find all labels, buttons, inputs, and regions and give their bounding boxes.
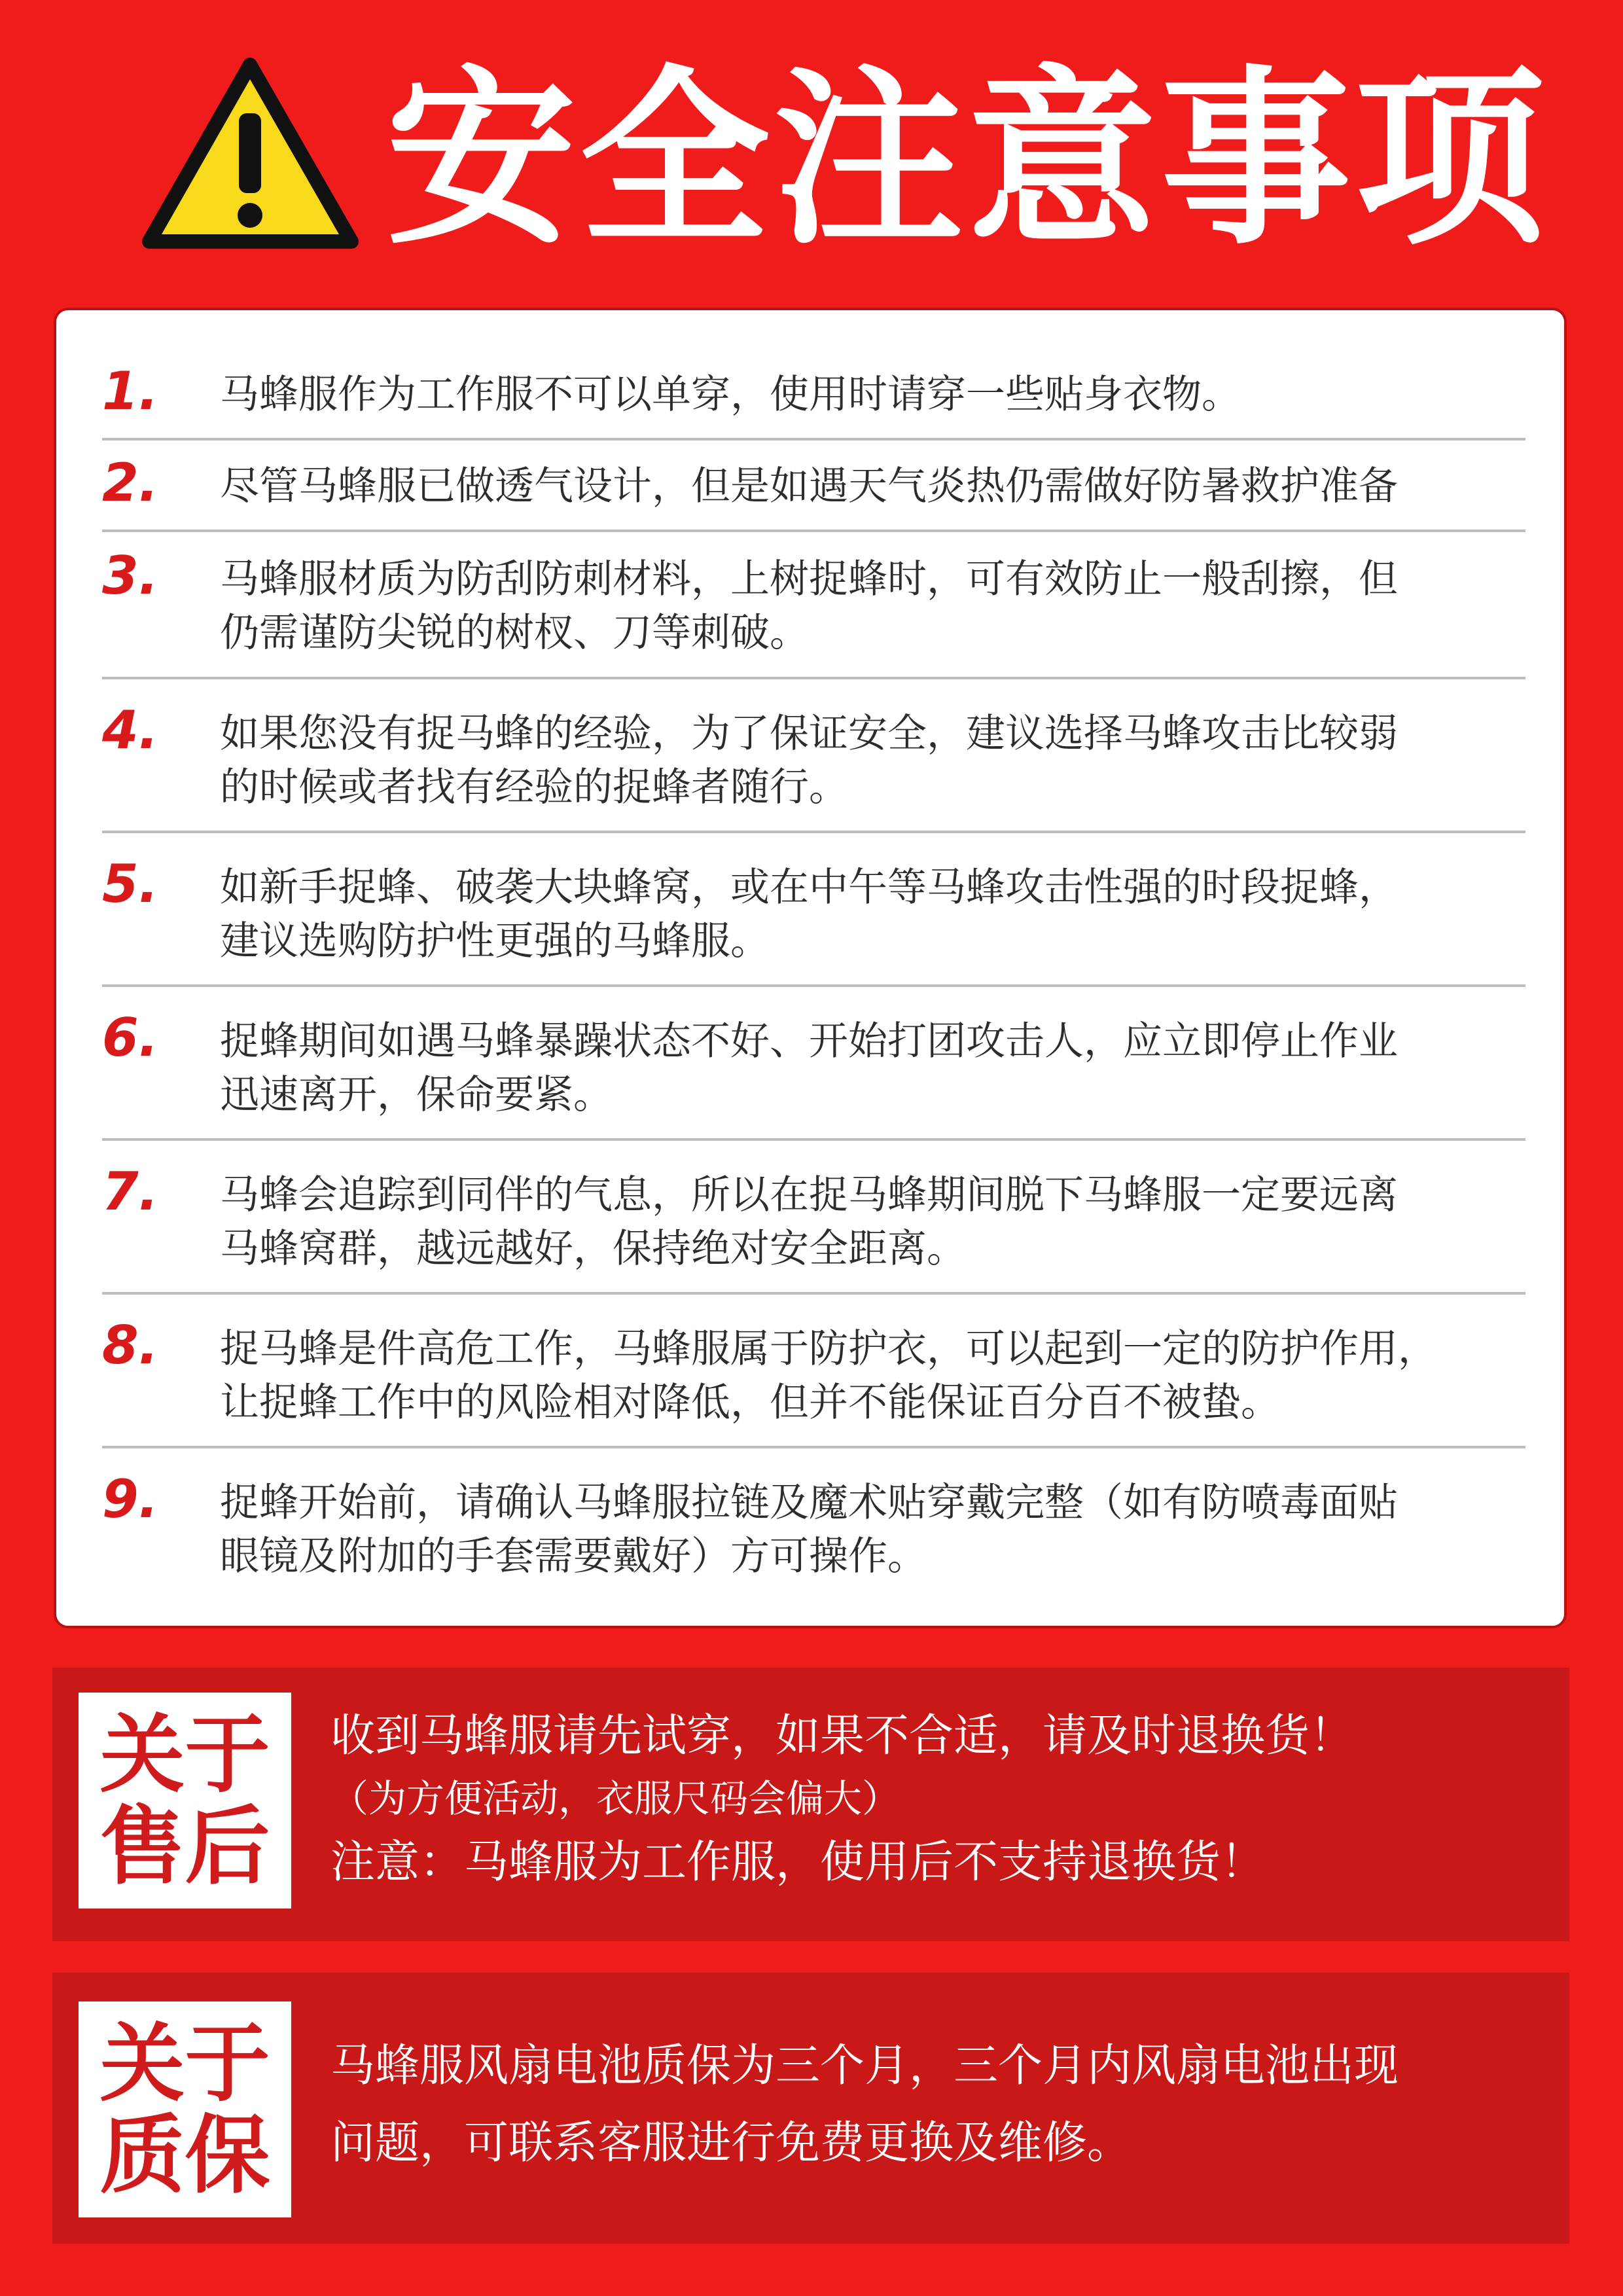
divider <box>102 1292 1525 1295</box>
note-line: 捉蜂期间如遇马蜂暴躁状态不好、开始打团攻击人，应立即停止作业 <box>220 1018 1398 1064</box>
note-text <box>220 368 1542 422</box>
note-text <box>220 1014 1542 1122</box>
note-text <box>220 1168 1542 1276</box>
note-line: 马蜂服作为工作服不可以单穿，使用时请穿一些贴身衣物。 <box>220 372 1241 418</box>
note-line: 马蜂服材质为防刮防刺材料，上树捉蜂时，可有效防止一般刮擦，但 <box>220 556 1398 602</box>
note-number: 7. <box>102 1161 159 1222</box>
divider <box>102 529 1525 532</box>
divider <box>102 1446 1525 1448</box>
note-line: 尽管马蜂服已做透气设计，但是如遇天气炎热仍需做好防暑救护准备 <box>220 463 1398 509</box>
note-line: 如新手捉蜂、破袭大块蜂窝，或在中午等马蜂攻击性强的时段捉蜂， <box>220 865 1398 910</box>
after-sales-panel <box>52 1668 1569 1941</box>
note-number: 1. <box>102 361 159 422</box>
note-text <box>220 1322 1542 1429</box>
after-sales-line-1: 收到马蜂服请先试穿，如果不合适，请及时退换货！ <box>330 1710 1355 1762</box>
after-sales-line-3: 注意：马蜂服为工作服，使用后不支持退换货！ <box>330 1837 1266 1888</box>
after-sales-badge <box>79 1693 291 1909</box>
divider <box>102 984 1525 987</box>
note-text <box>220 861 1542 968</box>
note-number: 3. <box>102 545 159 606</box>
warning-triangle-icon <box>141 56 360 252</box>
warranty-panel <box>52 1973 1569 2244</box>
divider <box>102 438 1525 440</box>
note-text <box>220 459 1542 513</box>
page-header <box>0 0 1623 301</box>
note-line: 马蜂窝群，越远越好，保持绝对安全距离。 <box>220 1226 966 1272</box>
note-number: 4. <box>102 700 159 761</box>
divider <box>102 1138 1525 1141</box>
note-line: 捉马蜂是件高危工作，马蜂服属于防护衣，可以起到一定的防护作用， <box>220 1326 1437 1372</box>
note-line: 马蜂会追踪到同伴的气息，所以在捉马蜂期间脱下马蜂服一定要远离 <box>220 1172 1398 1218</box>
note-line: 捉蜂开始前，请确认马蜂服拉链及魔术贴穿戴完整（如有防喷毒面贴 <box>220 1480 1398 1526</box>
note-line: 让捉蜂工作中的风险相对降低，但并不能保证百分百不被蛰。 <box>220 1380 1280 1426</box>
page-title: 安全注意事项 <box>386 50 1548 270</box>
note-line: 的时候或者找有经验的捉蜂者随行。 <box>220 764 848 810</box>
note-text <box>220 707 1542 814</box>
warranty-line-1: 马蜂服风扇电池质保为三个月，三个月内风扇电池出现 <box>330 2040 1399 2092</box>
warranty-line-2: 问题，可联系客服进行免费更换及维修。 <box>330 2117 1132 2169</box>
note-number: 8. <box>102 1315 159 1376</box>
safety-notes-card <box>54 308 1567 1628</box>
note-number: 6. <box>102 1007 159 1068</box>
note-text <box>220 552 1542 660</box>
note-line: 建议选购防护性更强的马蜂服。 <box>220 918 770 964</box>
warranty-badge-text: 关于 质保 <box>99 2014 270 2205</box>
note-line: 眼镜及附加的手套需要戴好）方可操作。 <box>220 1534 927 1579</box>
after-sales-line-2: （为方便活动，衣服尺码会偏大） <box>330 1776 901 1821</box>
after-sales-badge-text: 关于 售后 <box>99 1705 270 1896</box>
warranty-badge <box>79 2001 291 2217</box>
note-text <box>220 1476 1542 1583</box>
note-line: 迅速离开，保命要紧。 <box>220 1072 613 1118</box>
note-line: 仍需谨防尖锐的树杈、刀等刺破。 <box>220 610 809 656</box>
note-line: 如果您没有捉马蜂的经验，为了保证安全，建议选择马蜂攻击比较弱 <box>220 711 1398 757</box>
divider <box>102 831 1525 833</box>
note-number: 5. <box>102 853 159 914</box>
note-number: 9. <box>102 1469 159 1530</box>
note-number: 2. <box>102 452 159 513</box>
divider <box>102 677 1525 679</box>
